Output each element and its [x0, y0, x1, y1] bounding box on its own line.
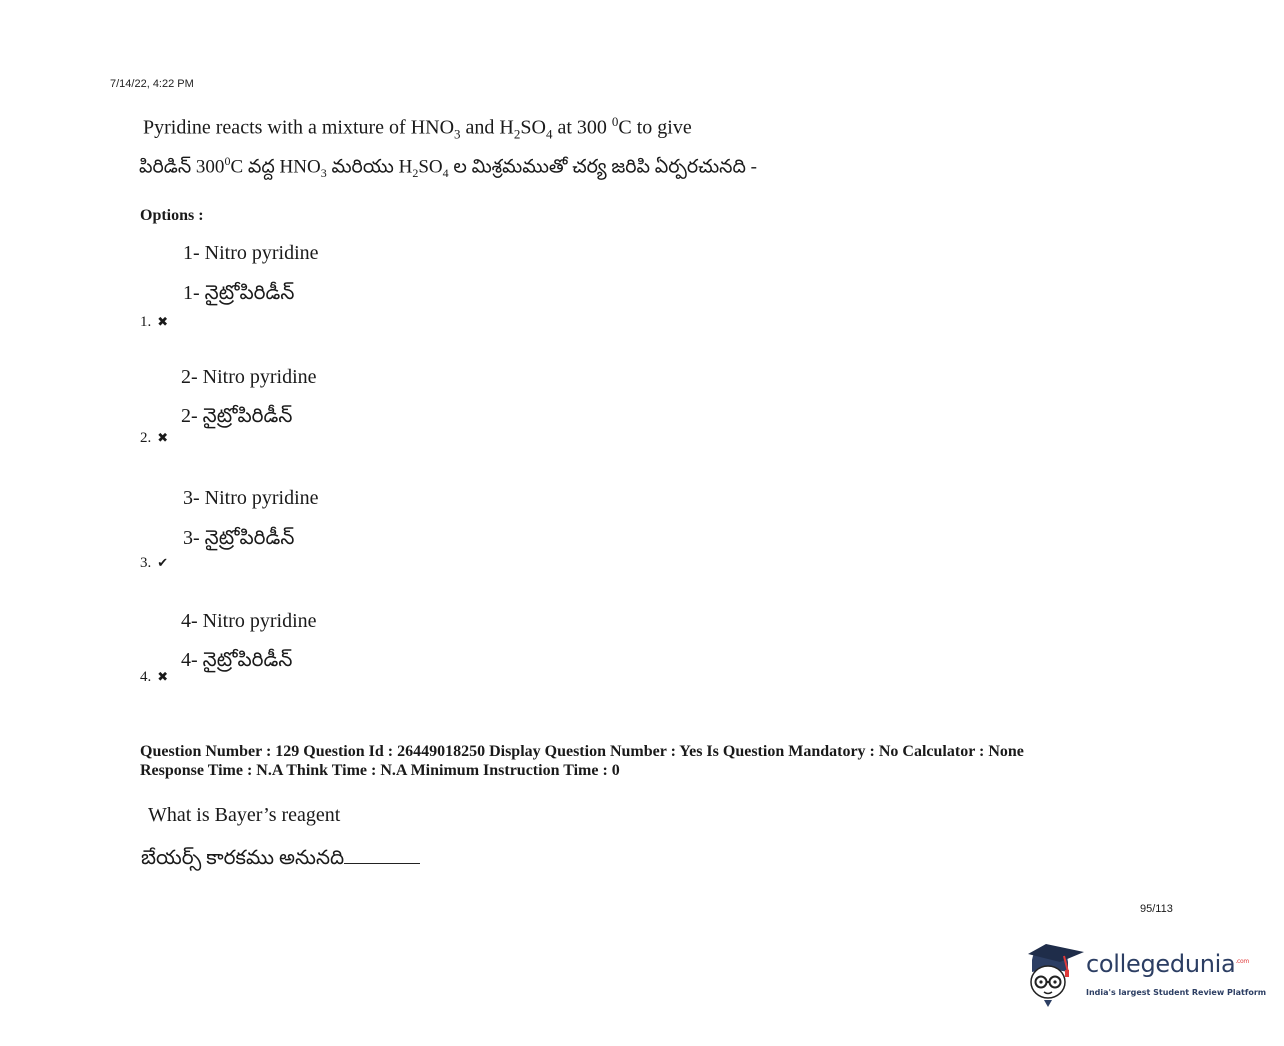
- question-text-telugu: పిరిడిన్ $300^0C$ వద్ద $HNO_3$ మరియు $H_2SO_4$ ల మిశ్రమముతో చర్య జరిపి ఏర్పరచునది -: [139, 154, 757, 181]
- logo-wordmark: collegedunia$^{.com}$: [1086, 950, 1249, 978]
- correct-check-icon: ✔: [157, 555, 169, 570]
- question-text-english: Pyridine reacts with a mixture of $HNO_3$ and $H_2SO_4$ at 300 $^0$C to give: [143, 114, 692, 142]
- option-3-english: 3- Nitro pyridine: [183, 487, 319, 509]
- options-label: Options :: [140, 207, 204, 224]
- collegedunia-logo: [1024, 938, 1267, 1008]
- mascot-icon: [1024, 938, 1086, 1008]
- logo-tagline: India's largest Student Review Platform: [1086, 988, 1267, 997]
- wrong-mark-icon: ✖: [157, 669, 169, 684]
- option-4-english: 4- Nitro pyridine: [181, 610, 317, 632]
- page-number: 95/113: [1140, 903, 1173, 915]
- question-2-text-telugu: బేయర్స్ కారకము అనునది: [141, 845, 420, 874]
- option-1-number: 1. ✖: [140, 314, 169, 330]
- option-3-number: 3. ✔: [140, 555, 169, 571]
- question-2-text-english: What is Bayer’s reagent: [148, 804, 341, 826]
- question-meta-line-2: Response Time : N.A Think Time : N.A Minimum Instruction Time : 0: [140, 762, 620, 779]
- question-meta-line-1: Question Number : 129 Question Id : 26449018250 Display Question Number : Yes Is Question Mandatory : No Calculator : None: [140, 743, 1024, 760]
- option-3-telugu: 3- నైట్రోపిరిడీన్: [183, 527, 295, 549]
- option-1-english: 1- Nitro pyridine: [183, 242, 319, 264]
- option-2-telugu: 2- నైట్రోపిరిడీన్: [181, 405, 293, 427]
- wrong-mark-icon: ✖: [157, 430, 169, 445]
- wrong-mark-icon: ✖: [157, 314, 169, 329]
- option-1-telugu: 1- నైట్రోపిరిడీన్: [183, 282, 295, 304]
- answer-blank: [344, 845, 420, 864]
- option-2-number: 2. ✖: [140, 430, 169, 446]
- option-4-telugu: 4- నైట్రోపిరిడీన్: [181, 649, 293, 671]
- option-2-english: 2- Nitro pyridine: [181, 366, 317, 388]
- print-timestamp: 7/14/22, 4:22 PM: [110, 78, 194, 90]
- option-4-number: 4. ✖: [140, 669, 169, 685]
